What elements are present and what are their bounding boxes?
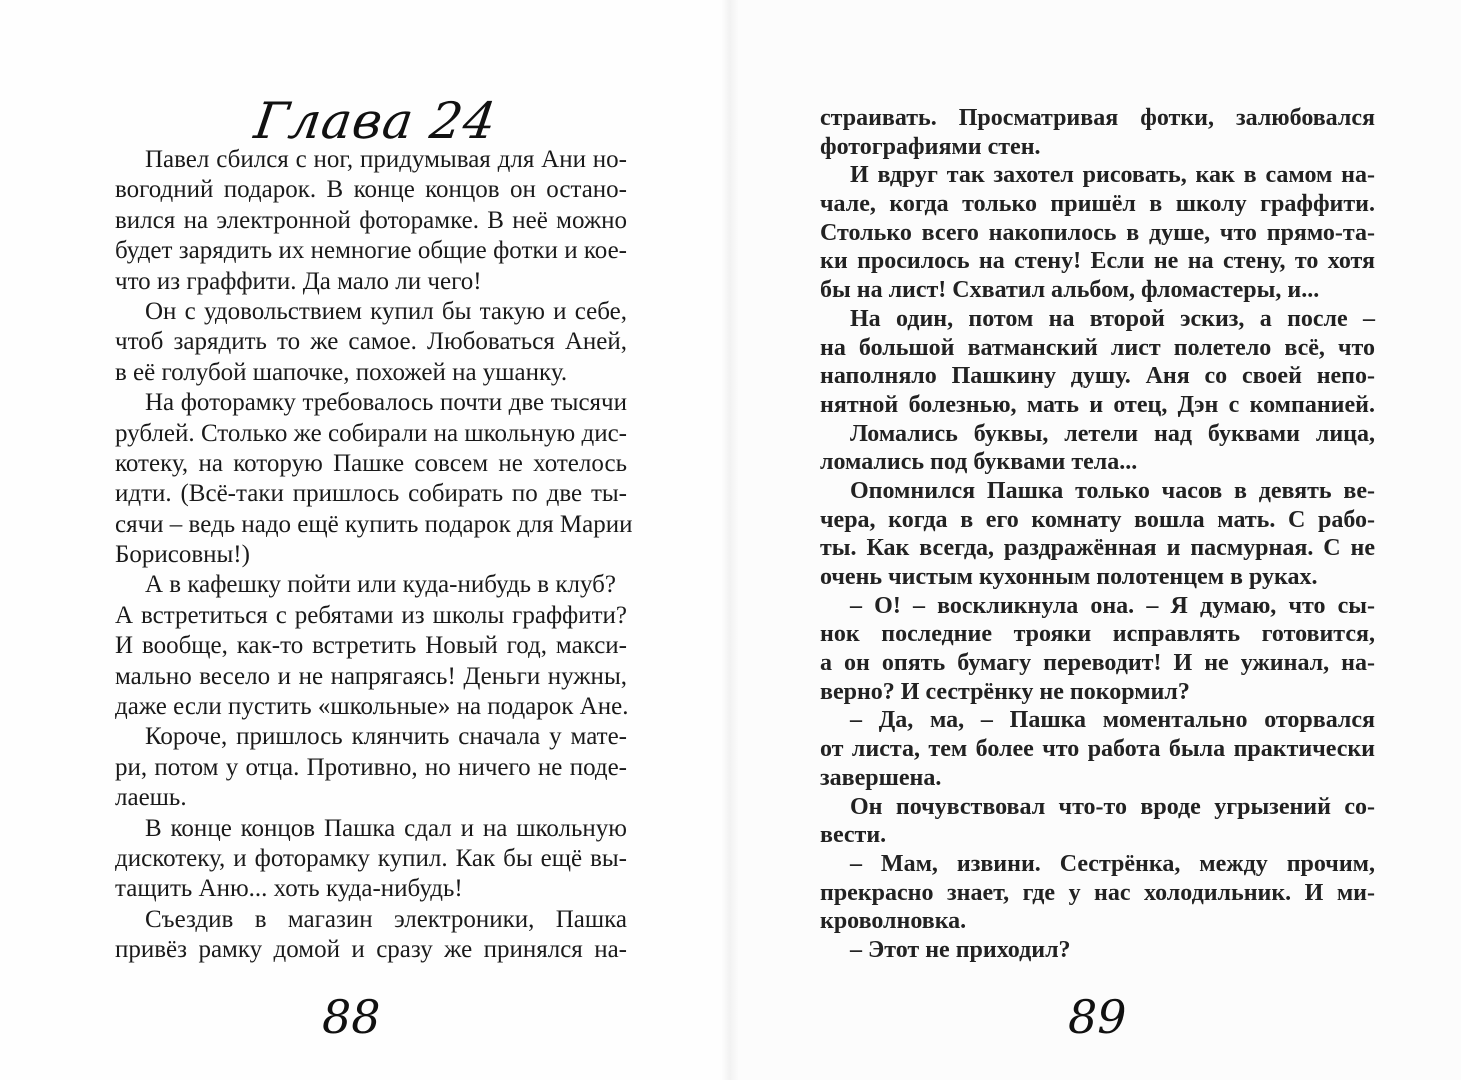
text-line: вогодний подарок. В конце концов он остано- bbox=[115, 176, 627, 204]
page-number-left: 88 bbox=[322, 990, 381, 1044]
text-line: нятной болезнью, мать и отец, Дэн с компанией. bbox=[820, 391, 1375, 418]
text-line: идти. (Всё-таки пришлось собирать по две ты- bbox=[115, 480, 627, 508]
text-line: нок последние трояки исправлять готовится, bbox=[820, 621, 1375, 648]
right-page-text bbox=[820, 104, 1375, 965]
text-line: будет зарядить их немногие общие фотки и кое- bbox=[115, 237, 627, 265]
text-line: мально весело и не напрягаясь! Деньги нужны, bbox=[115, 662, 627, 690]
text-line: ломались под буквами тела... bbox=[820, 449, 1138, 476]
text-line: ки просилось на стену! Если не на стену, то хотя bbox=[820, 248, 1375, 275]
text-line: бы на лист! Схватил альбом, фломастеры, и... bbox=[820, 277, 1320, 304]
text-line: сячи – ведь надо ещё купить подарок для Марии bbox=[115, 510, 633, 538]
text-line: ри, потом у отца. Противно, но ничего не поде- bbox=[115, 753, 627, 781]
text-line: кроволновка. bbox=[820, 908, 967, 935]
text-line: Ломались буквы, летели над буквами лица, bbox=[850, 420, 1375, 447]
text-line: – Мам, извини. Сестрёнка, между прочим, bbox=[850, 850, 1375, 877]
text-line: тащить Аню... хоть куда-нибудь! bbox=[115, 875, 463, 903]
text-line: чале, когда только пришёл в школу граффити. bbox=[820, 191, 1375, 218]
text-line: от листа, тем более что работа была практически bbox=[820, 736, 1375, 763]
text-line: И вообще, как-то встретить Новый год, макси- bbox=[115, 632, 627, 660]
text-line: Павел сбился с ног, придумывая для Ани но- bbox=[145, 146, 627, 173]
text-line: в её голубой шапочке, похожей на ушанку. bbox=[115, 358, 568, 386]
text-line: привёз рамку домой и сразу же принялся на- bbox=[115, 936, 627, 964]
text-line: ты. Как всегда, раздражённая и пасмурная. С не bbox=[820, 535, 1375, 562]
text-line: что из граффити. Да мало ли чего! bbox=[115, 267, 482, 295]
text-line: дискотеку, и фоторамку купил. Как бы ещё вы- bbox=[115, 844, 627, 872]
text-line: На фоторамку требовалось почти две тысячи bbox=[145, 389, 627, 417]
text-line: На один, потом на второй эскиз, а после – bbox=[850, 305, 1375, 332]
text-line: верно? И сестрёнку не покормил? bbox=[820, 678, 1190, 705]
text-line: а он опять бумагу переводит! И не ужинал, на- bbox=[820, 650, 1375, 677]
text-line: котеку, на которую Пашке совсем не хотелось bbox=[115, 449, 627, 477]
text-line: Опомнился Пашка только часов в девять ве- bbox=[850, 477, 1375, 504]
text-line: – О! – воскликнула она. – Я думаю, что сы- bbox=[850, 592, 1375, 619]
text-line: Он с удовольствием купил бы такую и себе, bbox=[145, 297, 627, 325]
text-line: завершена. bbox=[820, 764, 942, 791]
text-line: прекрасно знает, где у нас холодильник. И ми- bbox=[820, 879, 1375, 906]
text-line: А встретиться с ребятами из школы граффити? bbox=[115, 601, 627, 629]
text-line: И вдруг так захотел рисовать, как в самом на- bbox=[850, 162, 1375, 189]
text-line: очень чистым кухонным полотенцем в руках. bbox=[820, 564, 1318, 590]
left-page-text bbox=[115, 145, 633, 966]
text-line: В конце концов Пашка сдал и на школьную bbox=[145, 814, 627, 842]
text-line: вился на электронной фоторамке. В неё можно bbox=[115, 206, 627, 234]
text-line: Столько всего накопилось в душе, что прямо-та- bbox=[820, 219, 1375, 246]
text-line: чтоб зарядить то же самое. Любоваться Аней, bbox=[115, 328, 627, 356]
text-line: на большой ватманский лист полетело всё, что bbox=[820, 334, 1375, 361]
chapter-title: Глава 24 bbox=[250, 92, 501, 150]
text-line: чера, когда в его комнату вошла мать. С рабо- bbox=[820, 506, 1375, 533]
text-line: Съездив в магазин электроники, Пашка bbox=[145, 905, 627, 933]
text-line: наполняло Пашкину душу. Аня со своей непо- bbox=[820, 363, 1375, 390]
text-line: лаешь. bbox=[115, 784, 187, 812]
book-gutter bbox=[722, 0, 738, 1080]
page-number-right: 89 bbox=[1068, 990, 1127, 1044]
text-line: – Да, ма, – Пашка моментально оторвался bbox=[850, 707, 1375, 734]
text-line: Он почувствовал что-то вроде угрызений со- bbox=[850, 793, 1375, 820]
text-line: вести. bbox=[820, 822, 887, 849]
text-line: Борисовны!) bbox=[115, 541, 250, 569]
left-page bbox=[0, 0, 730, 1080]
text-line: даже если пустить «школьные» на подарок Ане. bbox=[115, 693, 629, 721]
text-line: – Этот не приходил? bbox=[850, 936, 1071, 963]
text-line: рублей. Столько же собирали на школьную дис- bbox=[115, 419, 627, 447]
text-line: А в кафешку пойти или куда-нибудь в клуб? bbox=[145, 571, 616, 599]
text-line: Короче, пришлось клянчить сначала у мате- bbox=[145, 723, 627, 751]
text-line: страивать. Просматривая фотки, залюбовался bbox=[820, 105, 1375, 131]
text-line: фотографиями стен. bbox=[820, 133, 1041, 160]
